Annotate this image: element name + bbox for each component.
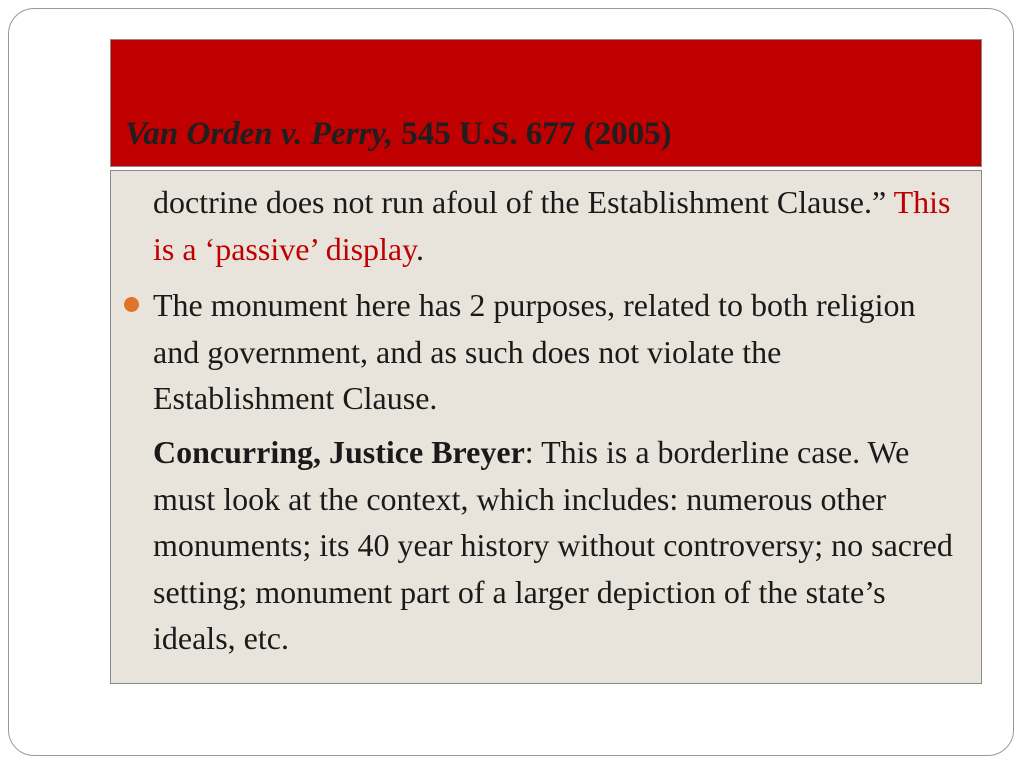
highlighted-text: This is a ‘passive’ display xyxy=(153,184,951,267)
concurring-label: Concurring, Justice Breyer xyxy=(153,434,525,470)
paragraph-text-end: . xyxy=(416,230,425,267)
bullet-icon xyxy=(124,297,139,312)
title-bar xyxy=(110,39,982,167)
concurring-paragraph xyxy=(153,429,965,662)
paragraph-text: doctrine does not run afoul of the Establishment Clause.” xyxy=(153,184,894,220)
slide-title xyxy=(125,114,672,154)
concurring-text: : This is a borderline case. We must look at the context, which includes: numerous other monuments; its 40 year history without controversy; no sacred setting; monument part of a larger depiction of the state’s ideals, etc. xyxy=(153,434,953,656)
case-citation: 545 U.S. 677 (2005) xyxy=(392,116,672,152)
bullet-paragraph: The monument here has 2 purposes, related to both religion and government, and as such does not violate the Establishment Clause. xyxy=(153,287,916,416)
case-name: Van Orden v. Perry, xyxy=(125,116,393,152)
paragraph-continuation xyxy=(153,179,965,272)
content-box xyxy=(110,170,982,684)
slide-frame xyxy=(8,8,1014,756)
